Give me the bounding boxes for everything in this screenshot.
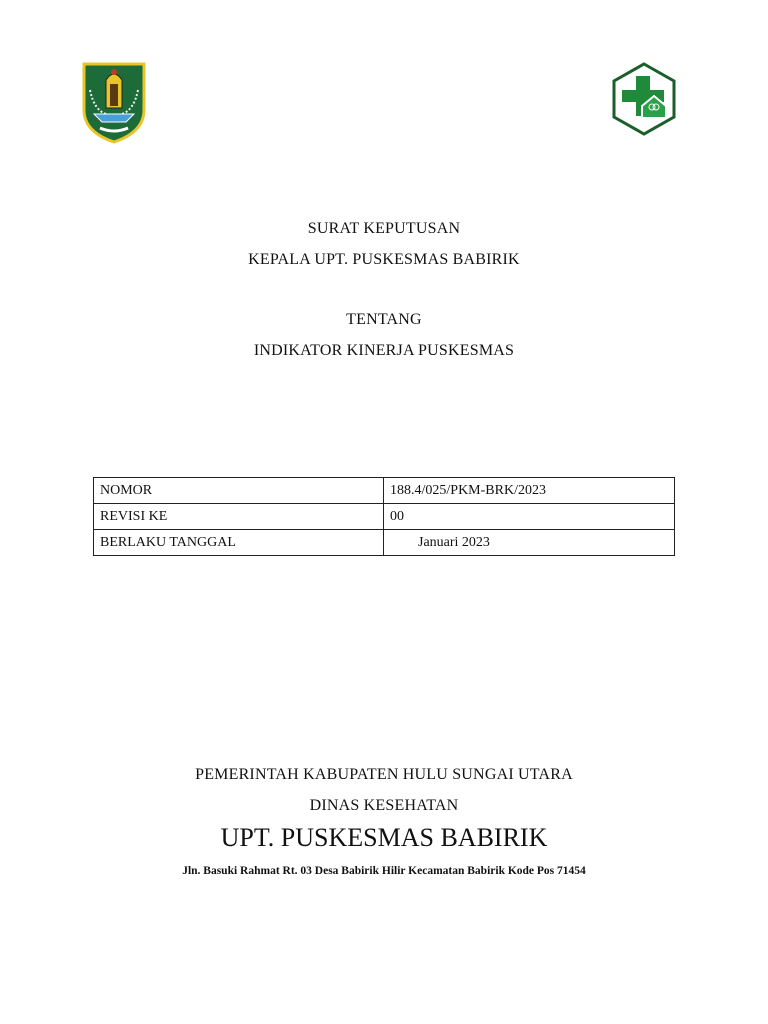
document-info-table (93, 477, 675, 556)
regency-emblem-logo (80, 60, 148, 144)
berlaku-value: Januari 2023 (384, 530, 675, 556)
title-subject: INDIKATOR KINERJA PUSKESMAS (253, 342, 515, 359)
title-kepala: KEPALA UPT. PUSKESMAS BABIRIK (248, 251, 520, 268)
title-surat-keputusan: SURAT KEPUTUSAN (307, 220, 461, 237)
nomor-value: 188.4/025/PKM-BRK/2023 (384, 478, 675, 504)
puskesmas-logo (612, 62, 676, 136)
footer-government: PEMERINTAH KABUPATEN HULU SUNGAI UTARA (195, 766, 573, 783)
revisi-value: 00 (384, 504, 675, 530)
title-tentang: TENTANG (346, 311, 422, 328)
revisi-label: REVISI KE (94, 504, 384, 530)
footer-institution: UPT. PUSKESMAS BABIRIK (220, 823, 548, 852)
nomor-label: NOMOR (94, 478, 384, 504)
footer-address: Jln. Basuki Rahmat Rt. 03 Desa Babirik Hilir Kecamatan Babirik Kode Pos 71454 (182, 865, 586, 877)
table-row (94, 478, 675, 504)
table-row (94, 504, 675, 530)
berlaku-label: BERLAKU TANGGAL (94, 530, 384, 556)
table-row (94, 530, 675, 556)
footer-department: DINAS KESEHATAN (309, 797, 459, 814)
